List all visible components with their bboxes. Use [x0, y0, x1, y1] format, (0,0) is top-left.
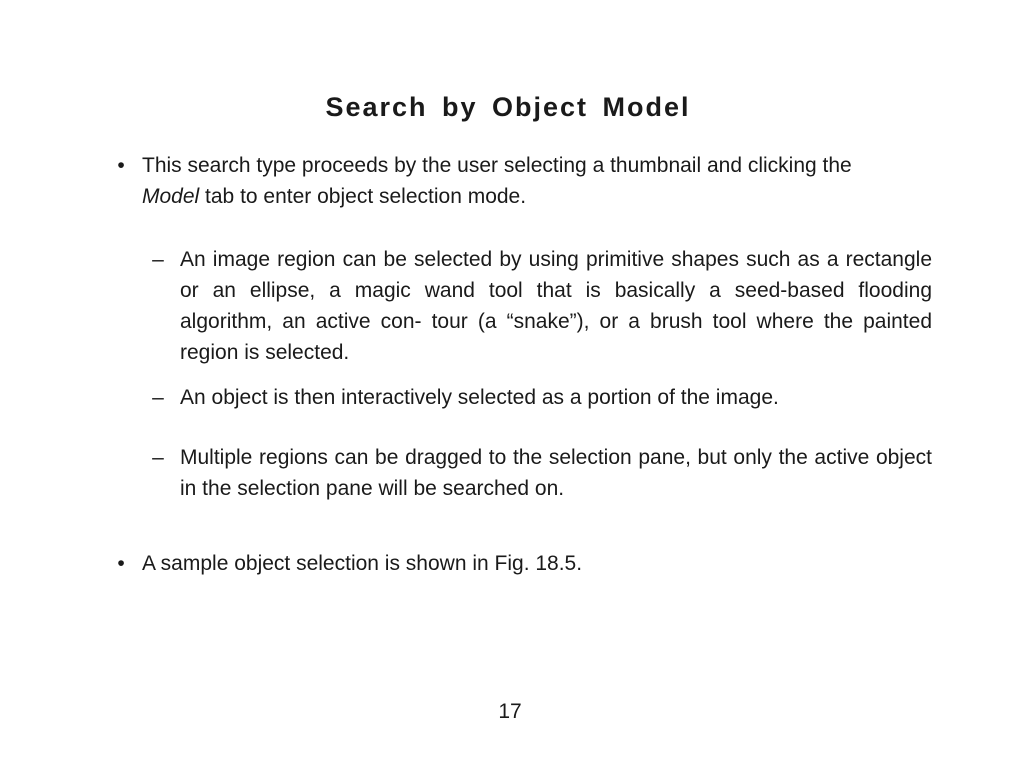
sub-bullet-marker: –: [152, 248, 164, 271]
bullet-text: This search type proceeds by the user selecting a thumbnail and clicking the: [142, 154, 852, 177]
sub-bullet-text: An image region can be selected by using primitive shapes such as a rectangle or an ellipse, a magic wand tool that is basically a seed-based flooding algorithm, an active con- tour (a “snake”), or a brush tool where the painted region is selected.: [180, 248, 932, 364]
sub-bullet-item: [152, 442, 932, 504]
sub-bullet-marker: –: [152, 386, 164, 409]
bullet-marker: •: [117, 552, 125, 575]
bullet-marker: •: [117, 154, 125, 177]
bullet-item: [117, 548, 882, 579]
bullet-item: [117, 150, 882, 212]
bullet-emphasis: Model: [142, 185, 200, 208]
bullet-text-continued: tab to enter object selection mode.: [199, 185, 527, 208]
sub-bullet-marker: –: [152, 446, 164, 469]
sub-bullet-text: Multiple regions can be dragged to the selection pane, but only the active object in the selection pane will be searched on.: [180, 446, 932, 500]
sub-bullet-item: [152, 244, 932, 368]
sub-bullet-text: An object is then interactively selected as a portion of the image.: [180, 386, 779, 409]
bullet-text: A sample object selection is shown in Fig. 18.5.: [142, 552, 583, 575]
slide-title: Search by Object Model: [325, 92, 691, 122]
sub-bullet-item: [152, 382, 932, 413]
page-number: 17: [498, 700, 522, 723]
